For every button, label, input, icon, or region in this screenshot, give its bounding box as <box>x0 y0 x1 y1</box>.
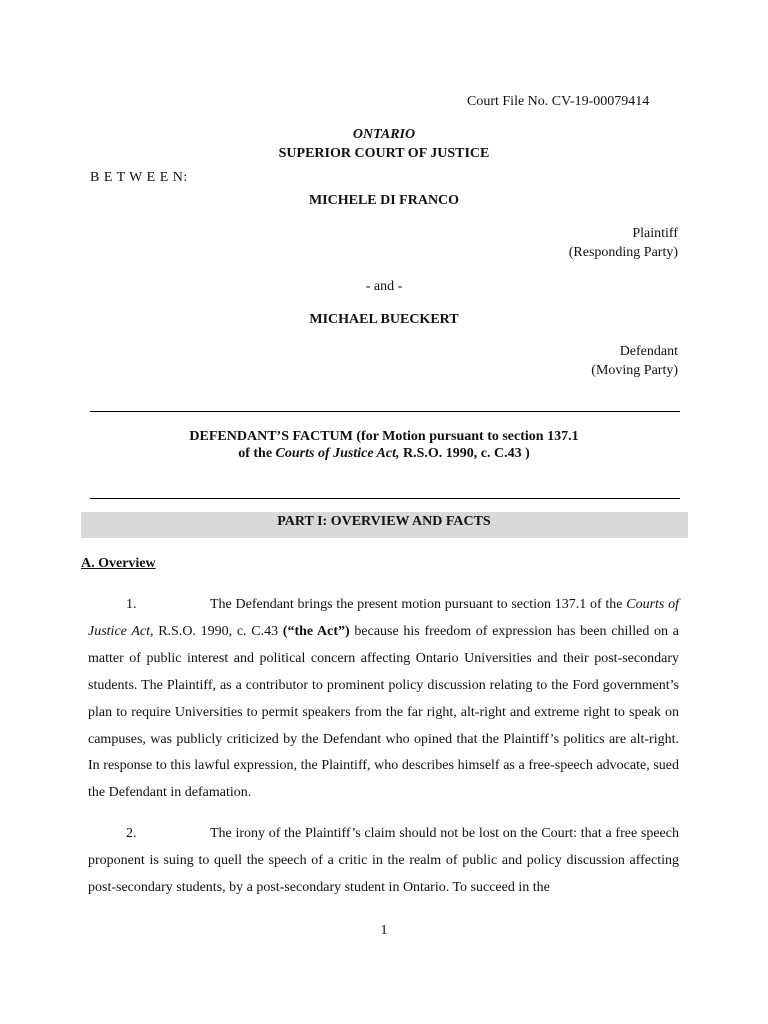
top-divider <box>90 411 680 412</box>
defendant-role: Defendant <box>619 344 678 359</box>
province-heading: ONTARIO <box>352 127 416 142</box>
paragraph-number: 1. <box>126 597 137 612</box>
and-separator: - and - <box>365 279 403 294</box>
plaintiff-name: MICHELE DI FRANCO <box>308 193 460 208</box>
court-file-number: Court File No. CV-19-00079414 <box>467 94 650 109</box>
paragraph-number: 2. <box>126 826 137 841</box>
factum-title-line2: of the Courts of Justice Act, R.S.O. 1990, c. C.43 ) <box>238 446 530 461</box>
paragraph-2: 2. The irony of the Plaintiff’s claim should not be lost on the Court: that a free speech proponent is suing to quell the speech of a critic in the realm of public and policy discussion affecting post-secondary students, by a post-secondary student in Ontario. To succeed in the <box>88 821 679 902</box>
factum-title-line1: DEFENDANT’S FACTUM (for Motion pursuant to section 137.1 <box>189 429 579 444</box>
defendant-name: MICHAEL BUECKERT <box>309 312 459 327</box>
part-heading: PART I: OVERVIEW AND FACTS <box>277 514 491 529</box>
between-label: B E T W E E N: <box>90 170 188 185</box>
paragraph-1: 1. The Defendant brings the present motion pursuant to section 137.1 of the Courts of Justice Act, R.S.O. 1990, c. C.43 (“the Act”) because his freedom of expression has been chilled on a matter of public interest and political concern affecting Ontario Universities and their post-secondary students. The Plaintiff, as a contributor to prominent policy discussion relating to the Ford government’s plan to require Universities to permit speakers from the far right, alt-right and extreme right to speak on campuses, was publicly criticized by the Defendant who opined that the Plaintiff’s politics are alt-right. In response to this lawful expression, the Plaintiff, who describes himself as a free-speech advocate, sued the Defendant in defamation. <box>88 592 679 807</box>
defendant-subrole: (Moving Party) <box>591 363 678 378</box>
court-heading: SUPERIOR COURT OF JUSTICE <box>278 146 490 161</box>
plaintiff-subrole: (Responding Party) <box>568 245 678 260</box>
section-heading: A. Overview <box>81 556 156 571</box>
bottom-divider <box>90 498 680 499</box>
page-number: 1 <box>380 923 388 938</box>
plaintiff-role: Plaintiff <box>632 226 678 241</box>
